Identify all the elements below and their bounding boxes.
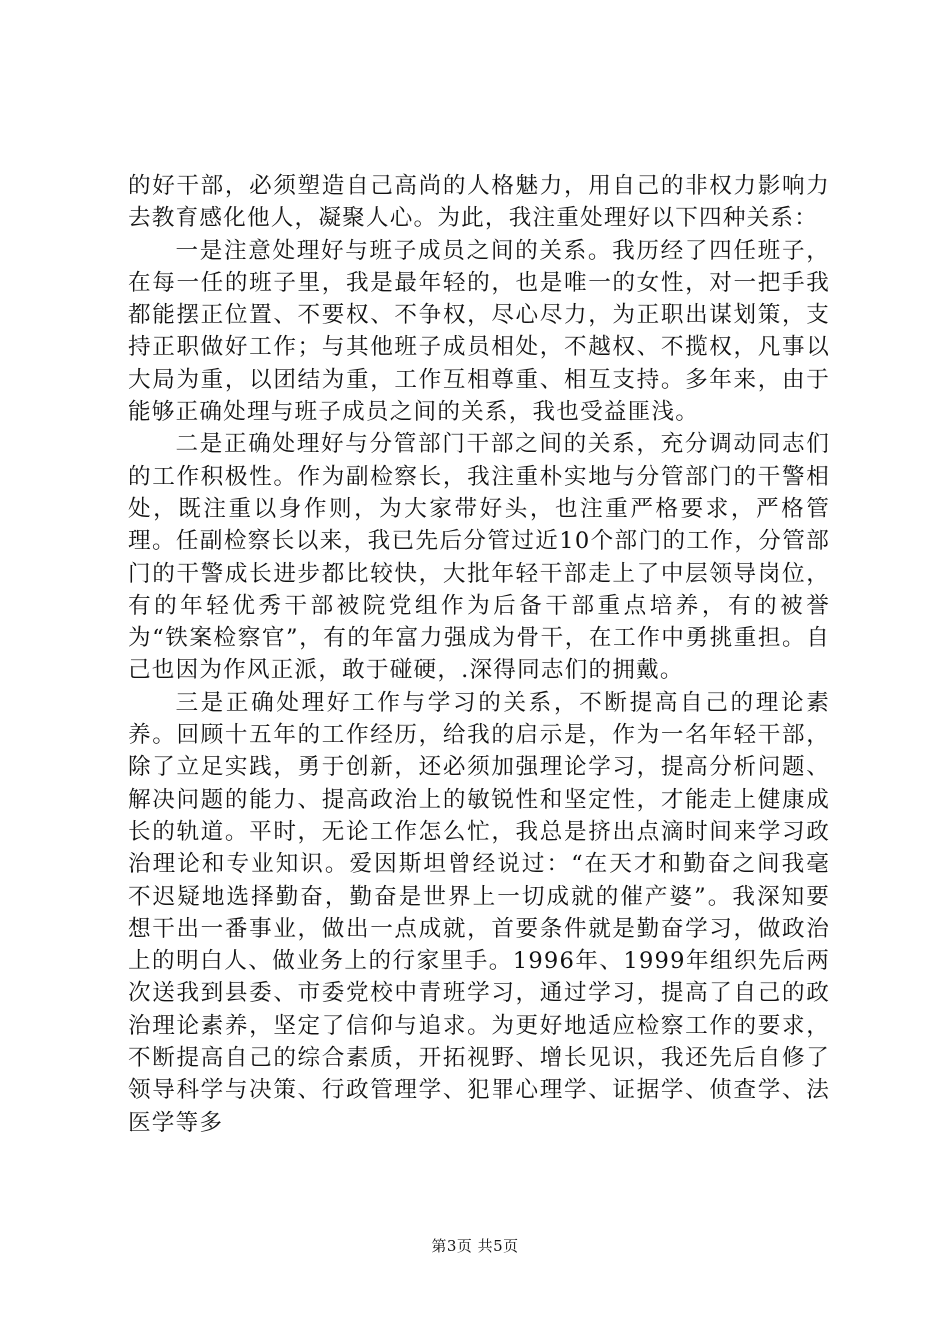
body-text (128, 170, 830, 1139)
paragraph-relation-2: 二是正确处理好与分管部门干部之间的关系，充分调动同志们的工作积极性。作为副检察长，我注重朴实地与分管部门的干警相处，既注重以身作则，为大家带好头，也注重严格要求，严格管理。任副检察长以来，我已先后分管过近10个部门的工作，分管部门的干警成长进步都比较快，大批年轻干部走上了中层领导岗位，有的年轻优秀干部被院党组作为后备干部重点培养，有的被誉为“铁案检察官”，有的年富力强成为骨干，在工作中勇挑重担。自己也因为作风正派，敢于碰硬，.深得同志们的拥戴。 (128, 431, 830, 684)
paragraph-relation-1: 一是注意处理好与班子成员之间的关系。我历经了四任班子，在每一任的班子里，我是最年轻的，也是唯一的女性，对一把手我都能摆正位置、不要权、不争权，尽心尽力，为正职出谋划策，支持正职做好工作；与其他班子成员相处，不越权、不揽权，凡事以大局为重，以团结为重，工作互相尊重、相互支持。多年来，由于能够正确处理与班子成员之间的关系，我也受益匪浅。 (128, 237, 830, 426)
paragraph-intro: 的好干部，必须塑造自己高尚的人格魅力，用自己的非权力影响力去教育感化他人，凝聚人心。为此，我注重处理好以下四种关系： (128, 173, 830, 232)
page-number-footer: 第3页 共5页 (431, 1237, 519, 1255)
paragraph-relation-3: 三是正确处理好工作与学习的关系，不断提高自己的理论素养。回顾十五年的工作经历，给我的启示是，作为一名年轻干部，除了立足实践，勇于创新，还必须加强理论学习，提高分析问题、解决问题的能力、提高政治上的敏锐性和坚定性，才能走上健康成长的轨道。平时，无论工作怎么忙，我总是挤出点滴时间来学习政治理论和专业知识。爱因斯坦曾经说过：“在天才和勤奋之间我毫不迟疑地选择勤奋，勤奋是世界上一切成就的催产婆”。我深知要想干出一番事业，做出一点成就，首要条件就是勤奋学习，做政治上的明白人、做业务上的行家里手。1996年、1999年组织先后两次送我到县委、市委党校中青班学习，通过学习，提高了自己的政治理论素养，坚定了信仰与追求。为更好地适应检察工作的要求，不断提高自己的综合素质，开拓视野、增长见识，我还先后自修了领导科学与决策、行政管理学、犯罪心理学、证据学、侦查学、法医学等多 (128, 689, 830, 1136)
